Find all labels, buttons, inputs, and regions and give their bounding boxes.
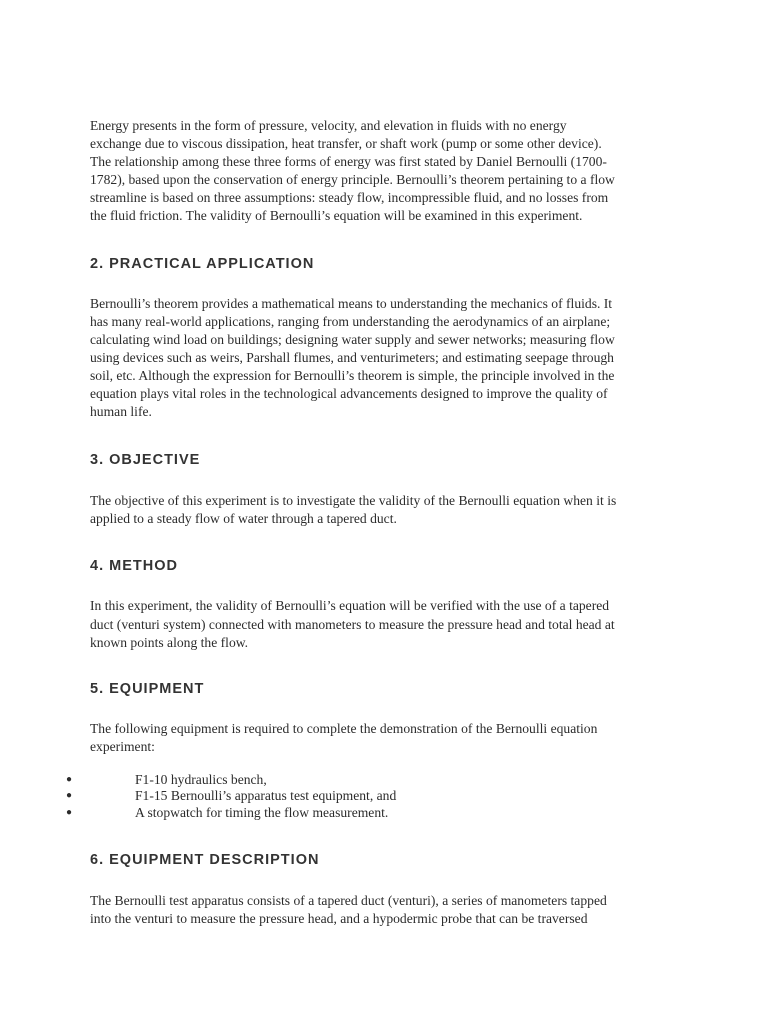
heading-method: 4. METHOD: [90, 558, 178, 575]
list-item-text: F1-15 Bernoulli’s apparatus test equipment, and: [135, 788, 397, 804]
bullet-icon: ●: [66, 773, 73, 785]
equipment-description-paragraph: The Bernoulli test apparatus consists of a tapered duct (venturi), a series of manometers tapped into the venturi to measure the pressure head, and a hypodermic probe that can be traversed: [90, 893, 607, 927]
equipment-list: [66, 772, 686, 822]
list-item: [66, 788, 686, 805]
equipment-paragraph: The following equipment is required to complete the demonstration of the Bernoulli equation experiment:: [90, 720, 598, 754]
bullet-icon: ●: [66, 790, 73, 802]
objective-paragraph: The objective of this experiment is to investigate the validity of the Bernoulli equation when it is applied to a steady flow of water through a tapered duct.: [90, 493, 617, 527]
document-body: [66, 117, 680, 929]
list-item-text: F1-10 hydraulics bench,: [135, 771, 267, 787]
list-item: [66, 772, 686, 789]
practical-application-paragraph: Bernoulli’s theorem provides a mathematical means to understanding the mechanics of fluids. It has many real-world applications, ranging from understanding the aerodynamics of an airplane; calculating wind load on buildings; designing water supply and sewer networks; measuring flow using devices such as weirs, Parshall flumes, and venturimeters; and estimating seepage through soil, etc. Although the expression for Bernoulli’s theorem is simple, the principle involved in the equation plays vital roles in the technological advancements designed to improve the quality of human life.: [90, 295, 615, 420]
heading-equipment-description: 6. EQUIPMENT DESCRIPTION: [90, 852, 320, 869]
list-item-text: A stopwatch for timing the flow measurement.: [135, 804, 389, 820]
heading-objective: 3. OBJECTIVE: [90, 452, 201, 469]
list-item: [66, 805, 686, 822]
intro-paragraph: Energy presents in the form of pressure, velocity, and elevation in fluids with no energy exchange due to viscous dissipation, heat transfer, or shaft work (pump or some other device). The relationship among these three forms of energy was first stated by Daniel Bernoulli (1700- 1782), based upon the conservation of energy principle. Bernoulli’s theorem pertaining to a flow streamline is based on three assumptions: steady flow, incompressible fluid, and no losses from the fluid friction. The validity of Bernoulli’s equation will be examined in this experiment.: [90, 118, 615, 224]
bullet-icon: ●: [66, 806, 73, 818]
method-paragraph: In this experiment, the validity of Bernoulli’s equation will be verified with the use of a tapered duct (venturi system) connected with manometers to measure the pressure head and total head at known points along the flow.: [90, 598, 615, 650]
heading-practical-application: 2. PRACTICAL APPLICATION: [90, 255, 315, 272]
heading-equipment: 5. EQUIPMENT: [90, 680, 205, 697]
